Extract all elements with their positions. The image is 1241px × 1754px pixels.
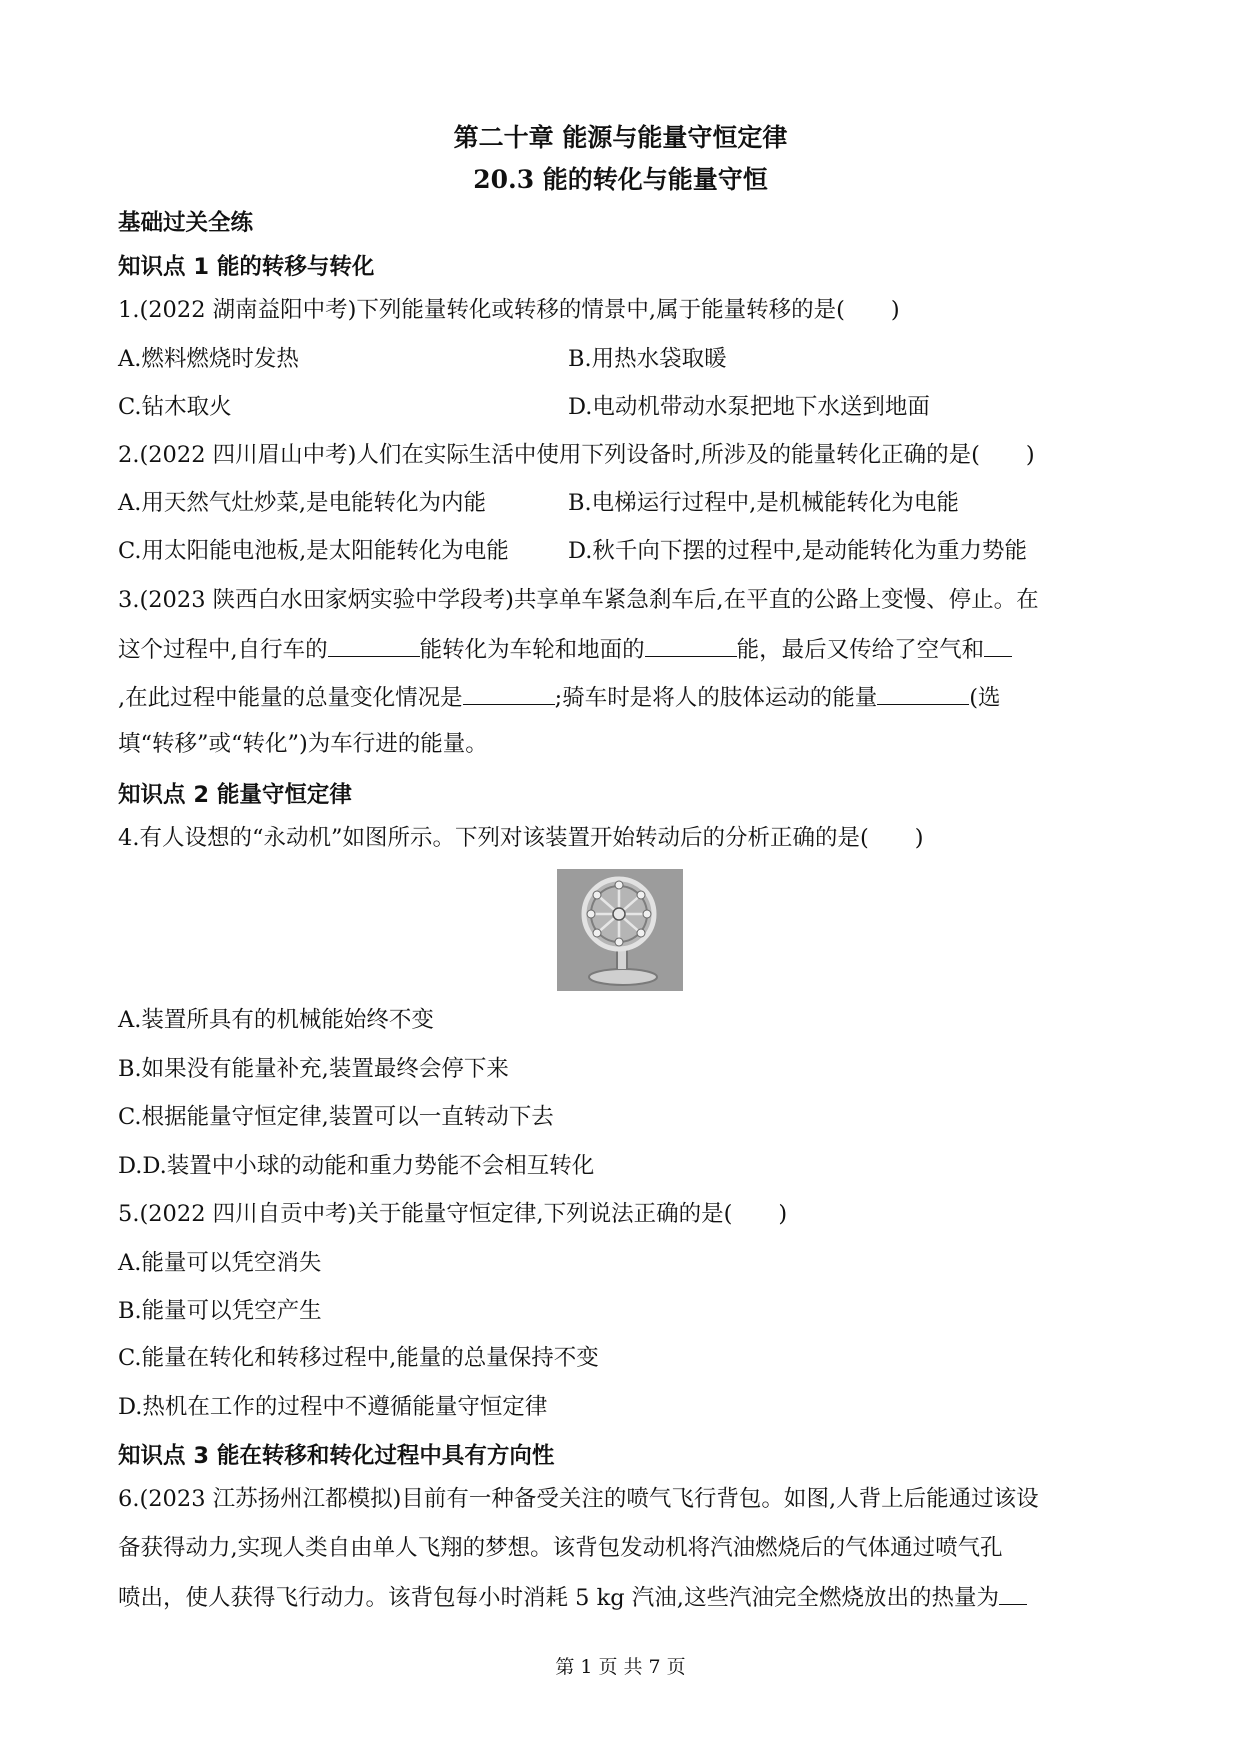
question-3-line-4: 填“转移”或“转化”)为车行进的能量。 bbox=[118, 731, 488, 757]
question-2-text: 2.(2022 四川眉山中考)人们在实际生活中使用下列设备时,所涉及的能量转化正确的是( bbox=[118, 442, 980, 468]
question-1-text: 1.(2022 湖南益阳中考)下列能量转化或转移的情景中,属于能量转移的是( bbox=[118, 297, 845, 323]
question-4-option-d: D.D.装置中小球的动能和重力势能不会相互转化 bbox=[118, 1153, 595, 1179]
perpetual-motion-machine-image bbox=[557, 869, 683, 991]
paren-close: ) bbox=[1025, 442, 1035, 468]
question-3-line-2 bbox=[118, 632, 1012, 666]
question-6-line-1: 6.(2023 江苏扬州江都模拟)目前有一种备受关注的喷气飞行背包。如图,人背上后能通过该设 bbox=[118, 1486, 1039, 1512]
question-2-option-d: D.秋千向下摆的过程中,是动能转化为重力势能 bbox=[568, 538, 1028, 564]
page-footer: 第 1 页 共 7 页 bbox=[555, 1656, 686, 1678]
question-3-line-3 bbox=[118, 680, 1001, 714]
knowledge-point-2: 知识点 2 能量守恒定律 bbox=[118, 782, 352, 808]
question-1-option-c: C.钻木取火 bbox=[118, 394, 232, 420]
paren-close: ) bbox=[890, 297, 900, 323]
perpetual-motion-figure bbox=[557, 869, 683, 991]
question-5-stem bbox=[118, 1198, 787, 1230]
fill-blank bbox=[877, 680, 969, 705]
exercise-heading: 基础过关全练 bbox=[118, 210, 254, 236]
question-4-option-a: A.装置所具有的机械能始终不变 bbox=[118, 1007, 434, 1033]
knowledge-point-1: 知识点 1 能的转移与转化 bbox=[118, 254, 375, 280]
question-1-option-a: A.燃料燃烧时发热 bbox=[118, 346, 299, 372]
q3-text-a: 这个过程中,自行车的 bbox=[118, 637, 328, 663]
question-1-stem bbox=[118, 294, 900, 326]
question-5-option-c: C.能量在转化和转移过程中,能量的总量保持不变 bbox=[118, 1345, 599, 1371]
question-4-stem bbox=[118, 822, 924, 854]
fill-blank bbox=[645, 632, 737, 657]
q3-text-f: (选 bbox=[969, 685, 1001, 711]
fill-blank bbox=[999, 1580, 1027, 1605]
fill-blank bbox=[984, 632, 1012, 657]
question-6-line-2: 备获得动力,实现人类自由单人飞翔的梦想。该背包发动机将汽油燃烧后的气体通过喷气孔 bbox=[118, 1535, 1003, 1561]
q3-text-b: 能转化为车轮和地面的 bbox=[419, 637, 645, 663]
q6-text: 喷出，使人获得飞行动力。该背包每小时消耗 5 kg 汽油,这些汽油完全燃烧放出的热量为 bbox=[118, 1585, 999, 1611]
question-4-option-b: B.如果没有能量补充,装置最终会停下来 bbox=[118, 1056, 509, 1082]
fill-blank bbox=[328, 632, 420, 657]
question-1-option-b: B.用热水袋取暖 bbox=[568, 346, 727, 372]
fill-blank bbox=[463, 680, 555, 705]
chapter-title: 第二十章 能源与能量守恒定律 bbox=[453, 123, 788, 152]
question-1-option-d: D.电动机带动水泵把地下水送到地面 bbox=[568, 394, 930, 420]
question-4-text: 4.有人设想的“永动机”如图所示。下列对该装置开始转动后的分析正确的是( bbox=[118, 825, 869, 851]
q3-text-c: 能，最后又传给了空气和 bbox=[736, 637, 985, 663]
question-4-option-c: C.根据能量守恒定律,装置可以一直转动下去 bbox=[118, 1104, 554, 1130]
section-title: 20.3 能的转化与能量守恒 bbox=[473, 165, 768, 194]
question-5-option-a: A.能量可以凭空消失 bbox=[118, 1250, 322, 1276]
question-2-option-b: B.电梯运行过程中,是机械能转化为电能 bbox=[568, 490, 959, 516]
question-3-line-1: 3.(2023 陕西白水田家炳实验中学段考)共享单车紧急刹车后,在平直的公路上变慢、停止。在 bbox=[118, 587, 1039, 613]
question-2-option-a: A.用天然气灶炒菜,是电能转化为内能 bbox=[118, 490, 487, 516]
q3-text-d: ,在此过程中能量的总量变化情况是 bbox=[118, 685, 463, 711]
paren-close: ) bbox=[778, 1201, 788, 1227]
question-2-option-c: C.用太阳能电池板,是太阳能转化为电能 bbox=[118, 538, 509, 564]
question-6-line-3 bbox=[118, 1580, 1027, 1614]
q3-text-e: ;骑车时是将人的肢体运动的能量 bbox=[554, 685, 878, 711]
knowledge-point-3: 知识点 3 能在转移和转化过程中具有方向性 bbox=[118, 1443, 555, 1469]
question-5-option-d: D.热机在工作的过程中不遵循能量守恒定律 bbox=[118, 1394, 548, 1420]
question-5-option-b: B.能量可以凭空产生 bbox=[118, 1298, 322, 1324]
question-2-stem bbox=[118, 439, 1035, 471]
question-5-text: 5.(2022 四川自贡中考)关于能量守恒定律,下列说法正确的是( bbox=[118, 1201, 733, 1227]
paren-close: ) bbox=[914, 825, 924, 851]
